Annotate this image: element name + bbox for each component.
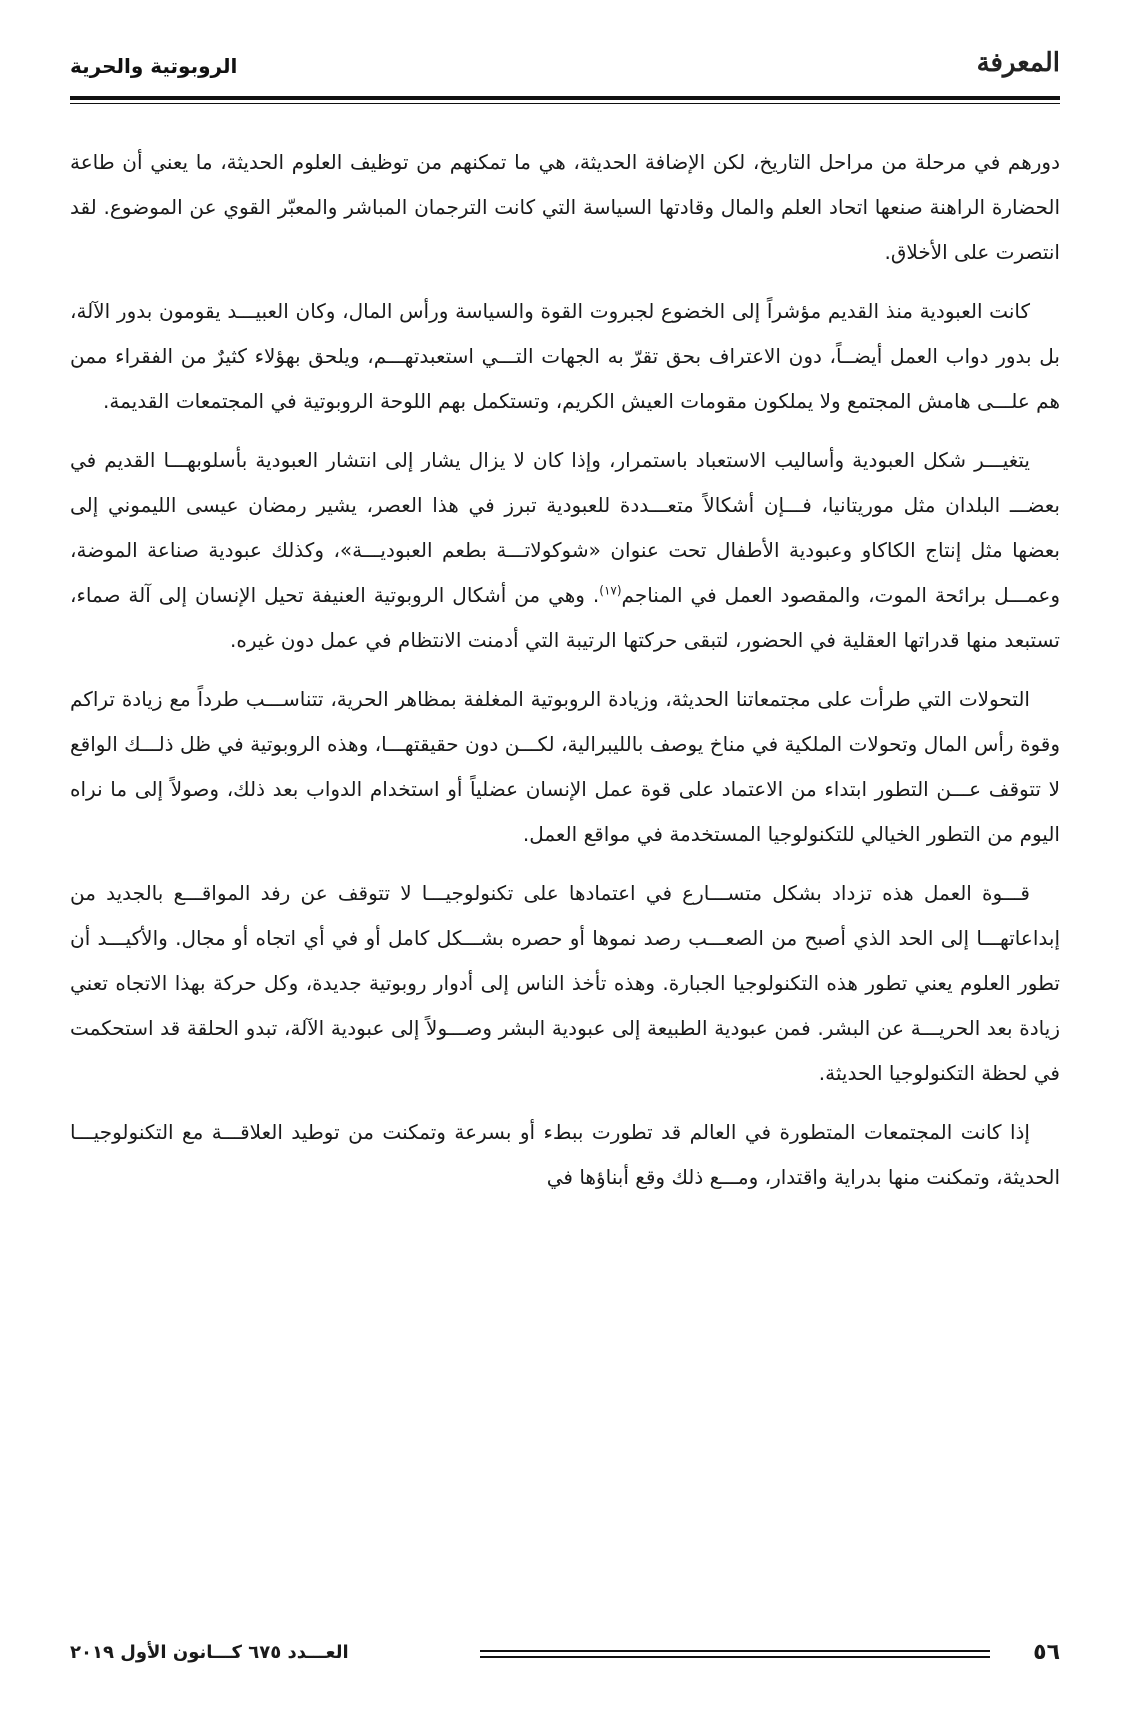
paragraph-3-text: يتغيـــر شكل العبودية وأساليب الاستعباد باستمرار، وإذا كان لا يزال يشار إلى انتشار العبودية بأسلوبهـــا القديم في بعضـــ البلدان مثل موريتانيا، فـــإن أشكالاً متعـــددة للعبودية تبرز في هذا العصر، يشير رمضان عيسى الليموني إلى بعضها مثل إنتاج الكاكاو وعبودية الأطفال تحت عنوان «شوكولاتـــة بطعم العبوديـــة»، وكذلك عبودية صناعة الموضة، وعمـــل برائحة الموت، والمقصود العمل في المناجم (70, 448, 1060, 607)
running-title: الروبوتية والحرية (70, 54, 238, 78)
footer-rule-2 (480, 1656, 990, 1658)
footnote-reference: (١٧) (599, 583, 622, 598)
issue-info: العـــدد ٦٧٥ كـــانون الأول ٢٠١٩ (70, 1642, 349, 1663)
paragraph-5: قـــوة العمل هذه تزداد بشكل متســـارع في اعتمادها على تكنولوجيـــا لا تتوقف عن رفد المواقـــع بالجديد من إبداعاتهـــا إلى الحد الذي أصبح من الصعـــب رصد نموها أو حصره بشـــكل كامل أو في أي اتجاه أو مجال. والأكيـــد أن تطور العلوم يعني تطور هذه التكنولوجيا الجبارة. وهذه تأخذ الناس إلى أدوار روبوتية جديدة، وكل حركة بهذا الاتجاه تعني زيادة بعد الحريـــة عن البشر. فمن عبودية الطبيعة إلى عبودية البشر وصـــولاً إلى عبودية الآلة، تبدو الحلقة قد استحكمت في لحظة التكنولوجيا الحديثة. (70, 881, 1060, 1085)
paragraph-2: كانت العبودية منذ القديم مؤشراً إلى الخضوع لجبروت القوة والسياسة ورأس المال، وكان العبيـــد يقومون بدور الآلة، بل بدور دواب العمل أيضــاً، دون الاعتراف بحق تقرّ به الجهات التـــي استعبدتهـــم، ويلحق بهؤلاء كثيرٌ من الفقراء ممن هم علـــى هامش المجتمع ولا يملكون مقومات العيش الكريم، وتستكمل بهم اللوحة الروبوتية في المجتمعات القديمة. (70, 299, 1060, 413)
paragraph-6: إذا كانت المجتمعات المتطورة في العالم قد تطورت ببطء أو بسرعة وتمكنت من توطيد العلاقـــة مع التكنولوجيـــا الحديثة، وتمكنت منها بدراية واقتدار، ومـــع ذلك وقع أبناؤها في (70, 1120, 1060, 1189)
paragraph-3 (70, 438, 1060, 663)
article-body (70, 140, 1060, 1214)
paragraph-4: التحولات التي طرأت على مجتمعاتنا الحديثة، وزيادة الروبوتية المغلفة بمظاهر الحرية، تتناســـب طرداً مع زيادة تراكم وقوة رأس المال وتحولات الملكية في مناخ يوصف بالليبرالية، لكـــن دون حقيقتهـــا، وهذه الروبوتية في ظل ذلـــك الواقع لا تتوقف عـــن التطور ابتداء من الاعتماد على قوة عمل الإنسان عضلياً أو استخدام الدواب بعد ذلك، وصولاً إلى ما نراه اليوم من التطور الخيالي للتكنولوجيا المستخدمة في مواقع العمل. (70, 687, 1060, 846)
page-footer (70, 1640, 1060, 1670)
magazine-logo: المعرفة (976, 48, 1060, 78)
page-header (70, 44, 1060, 90)
header-rule-thick (70, 96, 1060, 100)
footer-rule-1 (480, 1650, 990, 1652)
page-number: ٥٦ (1033, 1640, 1060, 1665)
header-rule-thin (70, 103, 1060, 104)
paragraph-3-continuation: . وهي من أشكال الروبوتية العنيفة تحيل الإنسان إلى آلة صماء، تستبعد منها قدراتها العقلية في الحضور، لتبقى حركتها الرتيبة التي أدمنت الانتظام في عمل دون غيره. (70, 583, 1060, 652)
paragraph-1: دورهم في مرحلة من مراحل التاريخ، لكن الإضافة الحديثة، هي ما تمكنهم من توظيف العلوم الحديثة، ما يعني أن طاعة الحضارة الراهنة صنعها اتحاد العلم والمال وقادتها السياسة التي كانت الترجمان المباشر والمعبّر القوي عن الموضوع. لقد انتصرت على الأخلاق. (70, 150, 1060, 264)
